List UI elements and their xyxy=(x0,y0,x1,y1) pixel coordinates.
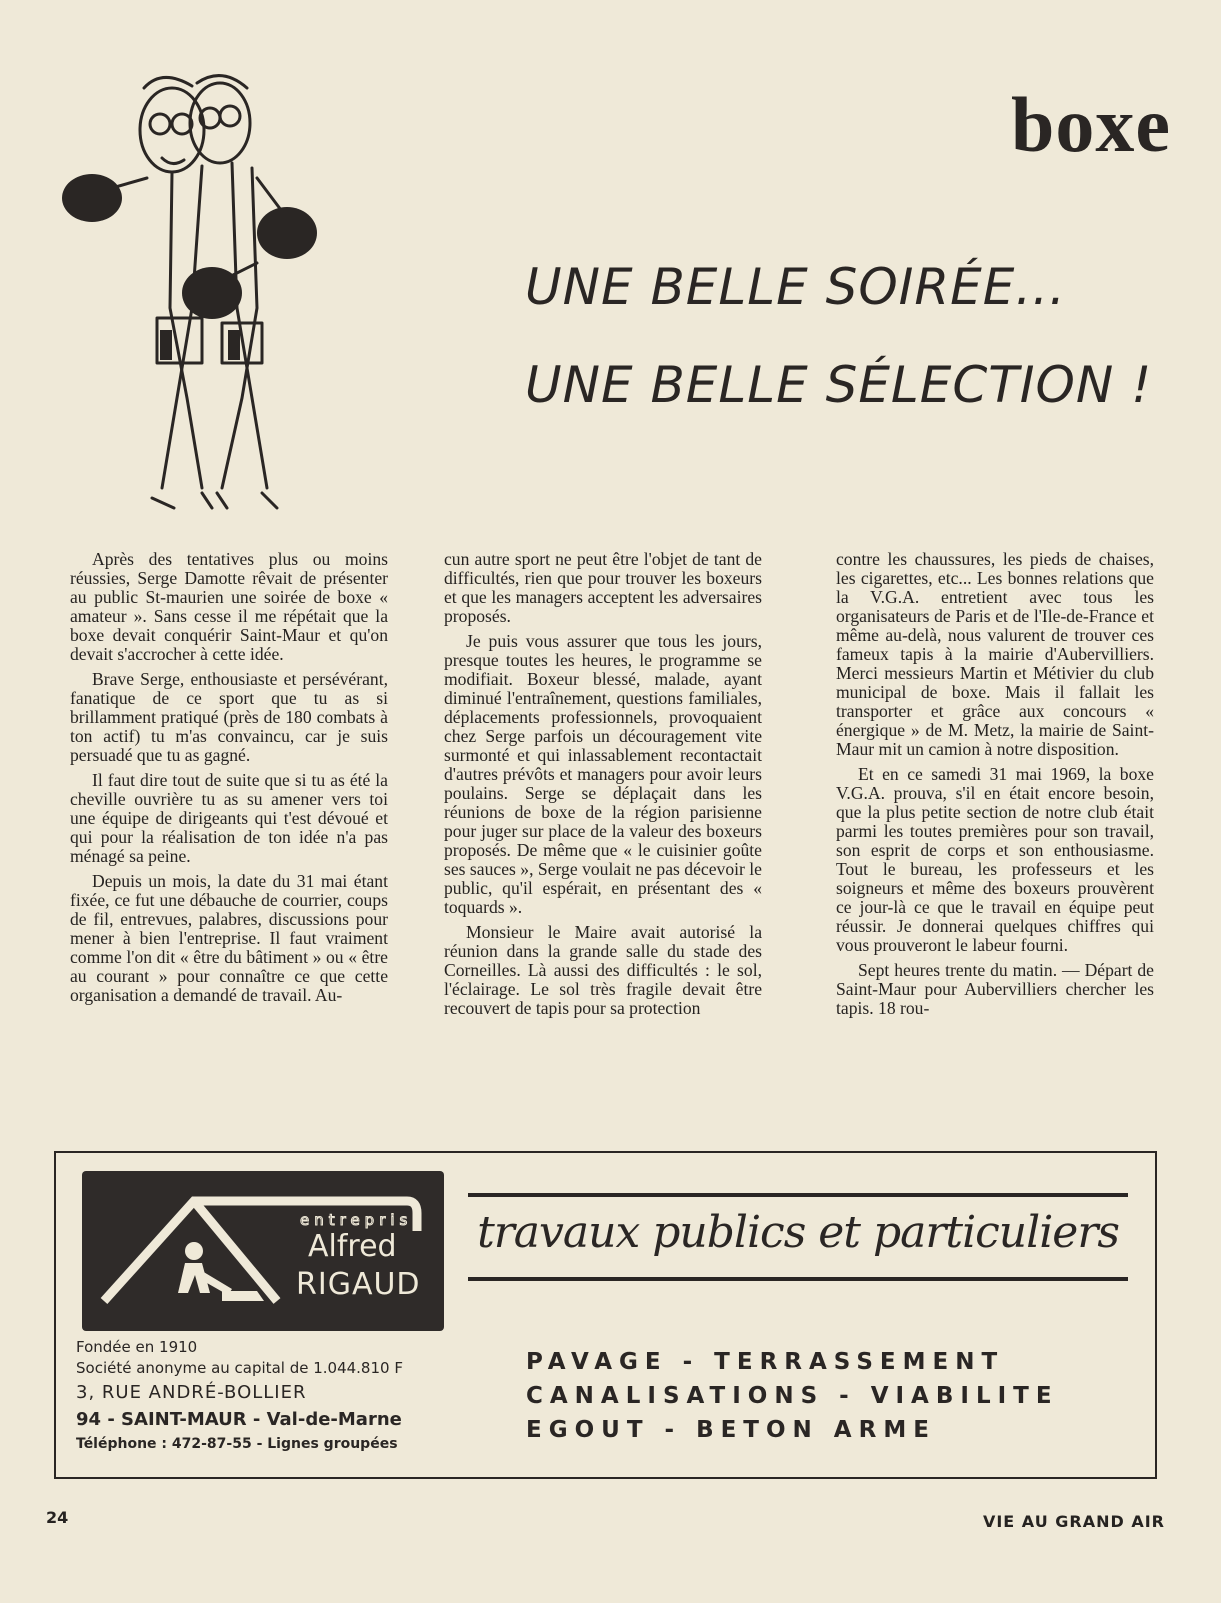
boxers-illustration xyxy=(52,68,337,528)
founded-text: Fondée en 1910 xyxy=(76,1338,198,1356)
logo-small-text: entreprise xyxy=(300,1211,427,1229)
service-line: CANALISATIONS - VIABILITE xyxy=(526,1383,1059,1409)
services-list xyxy=(526,1345,1059,1447)
street-address: 3, RUE ANDRÉ-BOLLIER xyxy=(76,1382,307,1403)
paragraph: Je puis vous assurer que tous les jours, presque toutes les heures, le programme se modifiait. Boxeur blessé, malade, ayant diminué l'entraînement, questions familiales, déplacements professionnels, provoquaient chez Serge parfois un découragement vite surmonté et qui inlassablement recontactait d'autres prévôts et managers pour avoir leurs poulains. Serge se déplaçait dans les réunions de boxe de la région parisienne pour juger sur place de la valeur des boxeurs proposés. De même que « le cuisinier goûte ses sauces », Serge voulait ne pas décevoir le public, qu'il espérait, en présentant des « toquards ». xyxy=(444,631,762,917)
paragraph: Depuis un mois, la date du 31 mai étant fixée, ce fut une débauche de courrier, coups de fil, entrevues, palabres, discussions pour mener à bien l'entreprise. Il faut vraiment comme l'on dit « être du bâtiment » ou « être au courant » pour connaître ce que cette organisation a demandé de travail. Au- xyxy=(70,871,388,1005)
service-line: EGOUT - BETON ARME xyxy=(526,1417,936,1443)
ad-tagline: travaux publics et particuliers xyxy=(477,1207,1119,1258)
company-logo xyxy=(82,1171,444,1331)
advertisement xyxy=(54,1151,1157,1479)
city-address: 94 - SAINT-MAUR - Val-de-Marne xyxy=(76,1409,402,1430)
logo-name-last: RIGAUD xyxy=(296,1267,421,1302)
article-column-2 xyxy=(444,550,762,1125)
service-line: PAVAGE - TERRASSEMENT xyxy=(526,1349,1005,1375)
logo-name-first: Alfred xyxy=(308,1229,397,1264)
paragraph: Après des tentatives plus ou moins réussies, Serge Damotte rêvait de présenter au public St-maurien une soirée de boxe « amateur ». Sans cesse il me répétait que la boxe devait conquérir Saint-Maur et qu'on devait s'accrocher à cette idée. xyxy=(70,550,388,664)
paragraph: Sept heures trente du matin. — Départ de Saint-Maur pour Aubervilliers chercher les tapis. 18 rou- xyxy=(836,960,1154,1018)
company-capital: Société anonyme au capital de 1.044.810 F xyxy=(76,1359,403,1377)
divider xyxy=(468,1277,1128,1281)
paragraph: Brave Serge, enthousiaste et persévérant, fanatique de ce sport que tu as si brillamment pratiqué (près de 180 combats à ton actif) tu m'as convaincu, car je suis persuadé que tu as gagné. xyxy=(70,669,388,765)
headline-line-1: UNE BELLE SOIRÉE... xyxy=(525,258,1067,316)
section-title: boxe xyxy=(1011,81,1171,168)
magazine-name: VIE AU GRAND AIR xyxy=(982,1512,1165,1531)
paragraph: cun autre sport ne peut être l'objet de tant de difficultés, rien que pour trouver les boxeurs et que les managers acceptent les adversaires proposés. xyxy=(444,550,762,626)
phone-number: Téléphone : 472-87-55 - Lignes groupées xyxy=(76,1436,398,1452)
company-info xyxy=(76,1337,403,1455)
paragraph: Monsieur le Maire avait autorisé la réunion dans la grande salle du stade des Corneilles. Là aussi des difficultés : le sol, l'éclairage. Le sol très fragile devait être recouvert de tapis pour sa protection xyxy=(444,922,762,1018)
article-column-1 xyxy=(70,550,388,1125)
page-number: 24 xyxy=(46,1508,69,1527)
headline-line-2: UNE BELLE SÉLECTION ! xyxy=(525,356,1153,414)
paragraph: contre les chaussures, les pieds de chaises, les cigarettes, etc... Les bonnes relations que la V.G.A. entretient avec tous les organisateurs de Paris et de l'Ile-de-France et même au-delà, nous valurent de trouver ces fameux tapis à la mairie d'Aubervilliers. Merci messieurs Martin et Métivier du club municipal de boxe. Mais il fallait les transporter et grâce aux concours « énergique » de M. Metz, la mairie de Saint-Maur mit un camion à notre disposition. xyxy=(836,550,1154,759)
paragraph: Et en ce samedi 31 mai 1969, la boxe V.G.A. prouva, s'il en était encore besoin, que la plus petite section de notre club était parmi les toutes premières pour son travail, son esprit de corps et son enthousiasme. Tout le bureau, les professeurs et les soigneurs et même des boxeurs prouvèrent ce jour-là ce que le travail en équipe peut réussir. Je donnerai quelques chiffres qui vous prouveront le labeur fourni. xyxy=(836,764,1154,955)
paragraph: Il faut dire tout de suite que si tu as été la cheville ouvrière tu as su amener vers toi une équipe de dirigeants qui t'est dévoué et qui pour la réalisation de ton idée n'a pas ménagé sa peine. xyxy=(70,770,388,866)
divider xyxy=(468,1193,1128,1197)
article-column-3 xyxy=(836,550,1154,1125)
